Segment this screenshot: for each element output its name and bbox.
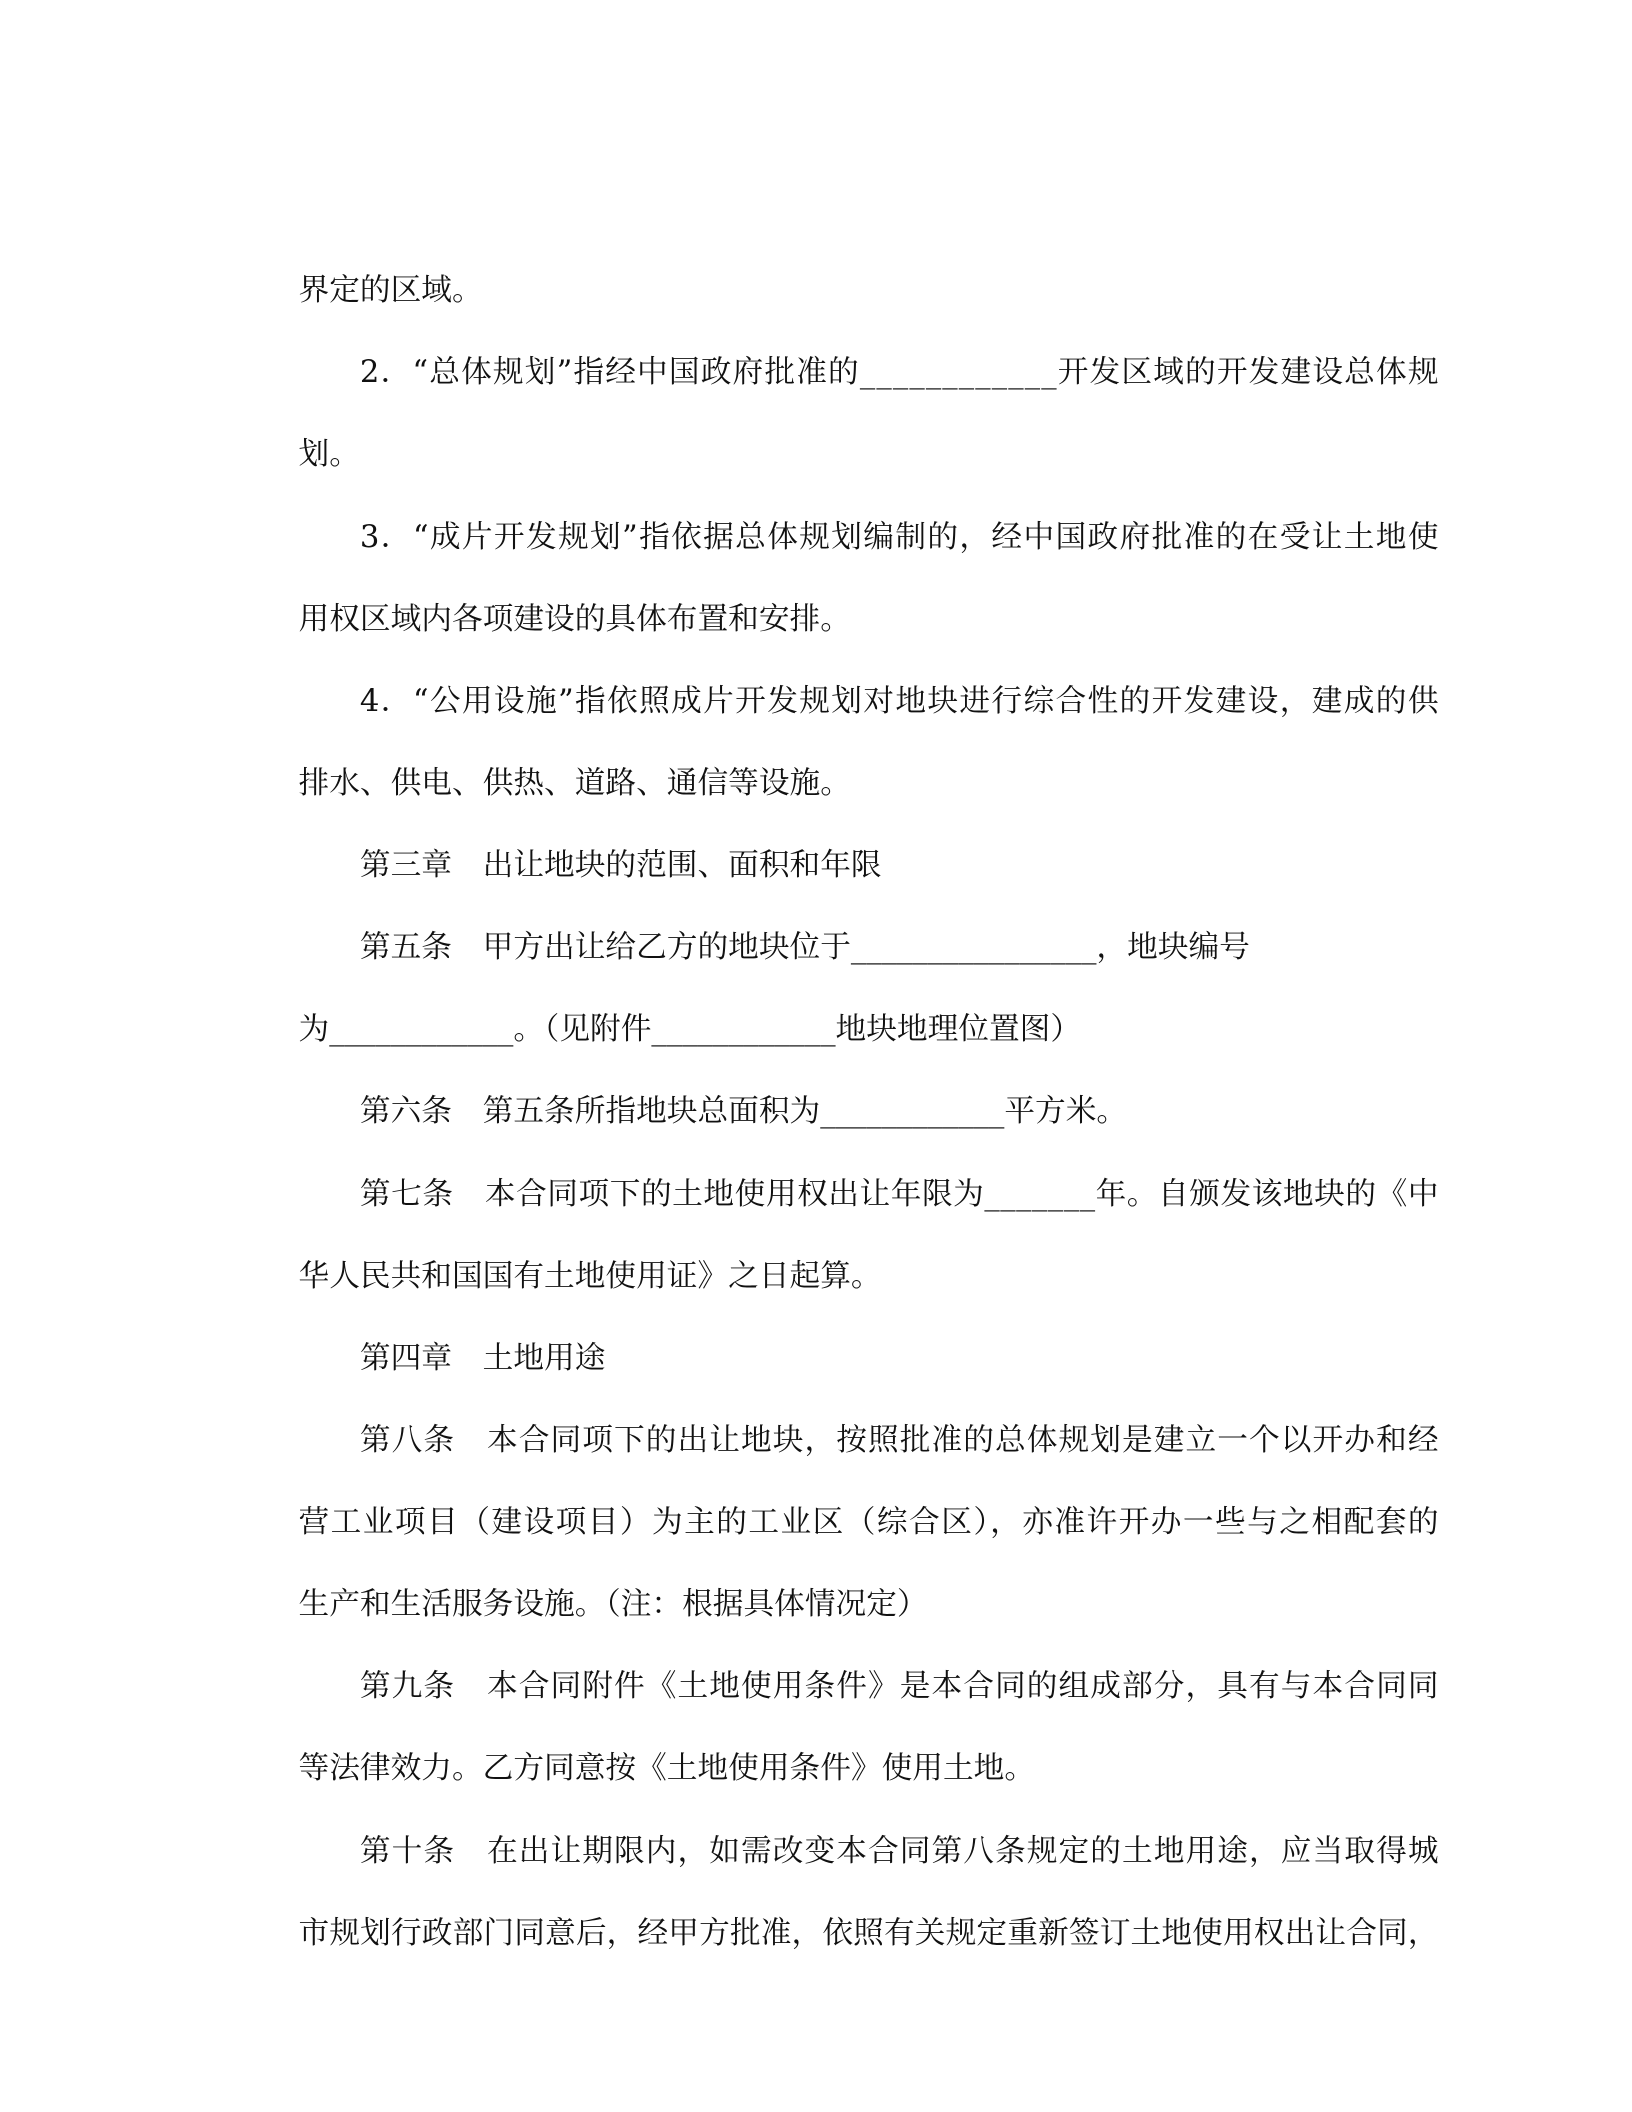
text-line: 排水、供电、供热、道路、通信等设施。 (298, 765, 851, 801)
text-line: 营工业项目（建设项目）为主的工业区（综合区），亦准许开办一些与之相配套的 (298, 1505, 1440, 1540)
contract-body (240, 168, 1440, 1951)
text-line: 华人民共和国国有土地使用证》之日起算。 (298, 1258, 882, 1294)
chapter-heading: 第四章 土地用途 (359, 1340, 606, 1376)
definition-1-continuation (240, 168, 1380, 309)
text-line: 市规划行政部门同意后，经甲方批准，依照有关规定重新签订土地使用权出让合同， (298, 1915, 1439, 1951)
text-line: 为____________。（见附件____________地块地理位置图） (298, 1012, 1082, 1048)
text-line: 第九条 本合同附件《土地使用条件》是本合同的组成部分，具有与本合同同 (359, 1669, 1440, 1705)
chapter-heading: 第三章 出让地块的范围、面积和年限 (359, 848, 882, 883)
text-line: 界定的区域。 (298, 273, 483, 309)
text-line: 3．“成片开发规划”指依据总体规划编制的，经中国政府批准的在受让土地使 (359, 519, 1440, 555)
text-line: 等法律效力。乙方同意按《土地使用条件》使用土地。 (298, 1751, 1036, 1787)
text-line: 生产和生活服务设施。（注：根据具体情况定） (298, 1587, 928, 1623)
text-line: 第八条 本合同项下的出让地块，按照批准的总体规划是建立一个以开办和经 (359, 1422, 1440, 1458)
definition-3-line-1 (240, 414, 1440, 555)
text-line: 第六条 第五条所指地块总面积为____________平方米。 (359, 1094, 1128, 1130)
text-line: 第七条 本合同项下的土地使用权出让年限为_______年。自颁发该地块的《中 (359, 1176, 1440, 1212)
text-line: 4．“公用设施”指依照成片开发规划对地块进行综合性的开发建设，建成的供 (359, 683, 1440, 719)
text-line: 划。 (298, 437, 360, 473)
text-line: 第五条 甲方出让给乙方的地块位于________________，地块编号 (359, 930, 1250, 966)
text-line: 2．“总体规划”指经中国政府批准的____________开发区域的开发建设总体规 (359, 355, 1440, 391)
text-line: 第十条 在出让期限内，如需改变本合同第八条规定的土地用途，应当取得城 (359, 1833, 1440, 1869)
text-line: 用权区域内各项建设的具体布置和安排。 (298, 601, 851, 637)
